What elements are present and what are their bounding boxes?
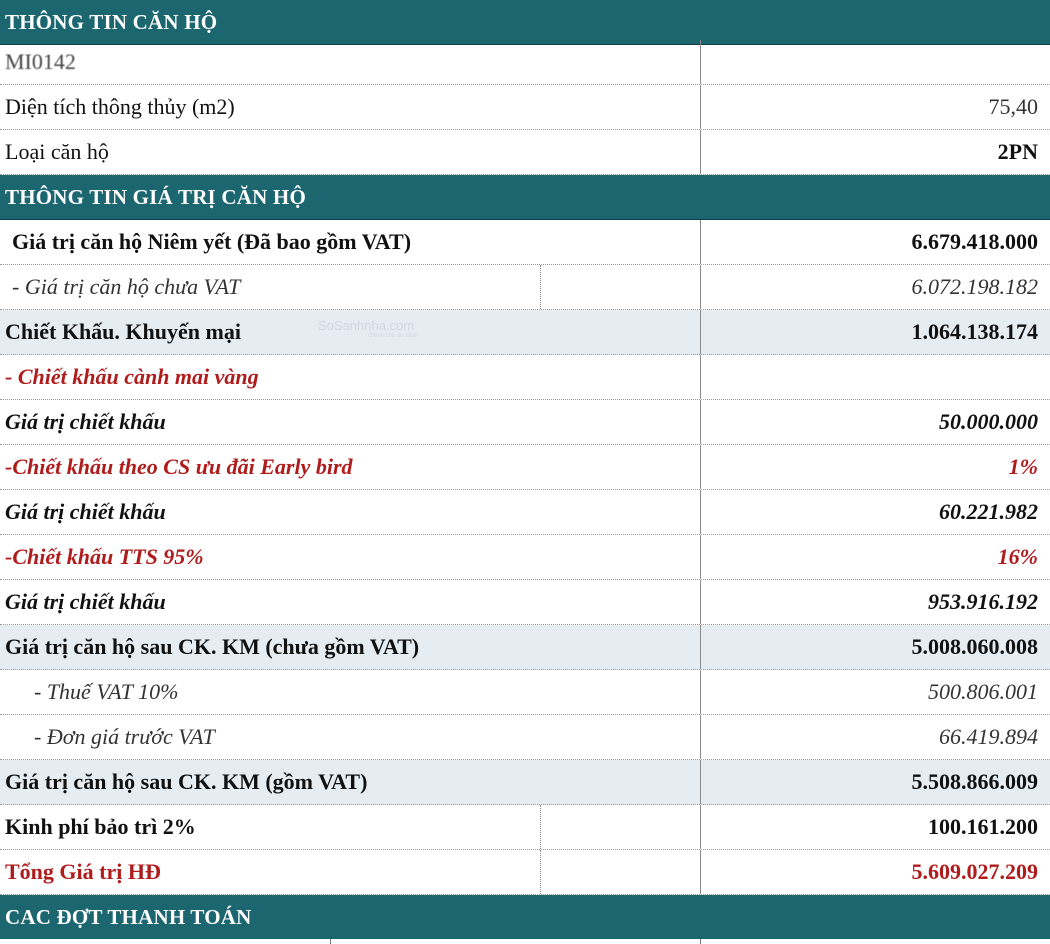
tts-pct: 16% (700, 535, 1050, 579)
section-header-value-info (0, 175, 1050, 220)
total-value: 5.609.027.209 (700, 850, 1050, 894)
after-km-incl-label: Giá trị căn hộ sau CK. KM (gồm VAT) (5, 769, 368, 794)
unit-price-value: 66.419.894 (700, 715, 1050, 759)
after-km-excl-value: 5.008.060.008 (700, 625, 1050, 669)
row-listed-price (0, 220, 1050, 265)
row-after-km-excl-vat (0, 625, 1050, 670)
apartment-code-label: MI0142 (5, 49, 76, 74)
row-tts-amount (0, 580, 1050, 625)
total-label: Tổng Giá trị HĐ (5, 859, 161, 884)
section-title: THÔNG TIN CĂN HỘ (5, 9, 218, 34)
area-label: Diện tích thông thủy (m2) (5, 94, 235, 119)
section-title: THÔNG TIN GIÁ TRỊ CĂN HỘ (5, 184, 306, 209)
row-canh-mai (0, 355, 1050, 400)
row-pre-vat (0, 265, 1050, 310)
row-apartment-type (0, 130, 1050, 175)
row-vat (0, 670, 1050, 715)
tts-amount: 953.916.192 (700, 580, 1050, 624)
row-after-km-incl-vat (0, 760, 1050, 805)
row-unit-price (0, 715, 1050, 760)
row-apartment-code (0, 40, 1050, 85)
listed-price-label: Giá trị căn hộ Niêm yết (Đã bao gồm VAT) (12, 229, 412, 254)
early-bird-label: -Chiết khấu theo CS ưu đãi Early bird (5, 454, 353, 479)
vat-value: 500.806.001 (700, 670, 1050, 714)
column-divider (330, 939, 331, 944)
after-km-excl-label: Giá trị căn hộ sau CK. KM (chưa gồm VAT) (5, 634, 420, 659)
type-value: 2PN (700, 130, 1050, 174)
maintenance-label: Kinh phí bảo trì 2% (5, 814, 196, 839)
table-continuation (0, 939, 1050, 944)
unit-price-label: - Đơn giá trước VAT (34, 724, 215, 749)
discount-value: 1.064.138.174 (700, 310, 1050, 354)
pre-vat-label: - Giá trị căn hộ chưa VAT (12, 274, 241, 299)
early-bird-amount: 60.221.982 (700, 490, 1050, 534)
discount-value-label: Giá trị chiết khấu (5, 499, 166, 524)
section-header-apartment-info (0, 0, 1050, 45)
row-early-bird-amount (0, 490, 1050, 535)
column-divider (700, 939, 701, 944)
discount-label: Chiết Khấu. Khuyến mại (5, 319, 241, 344)
tts-label: -Chiết khấu TTS 95% (5, 544, 204, 569)
apartment-code-value (700, 40, 1050, 84)
row-discount-total (0, 310, 1050, 355)
maintenance-value: 100.161.200 (700, 805, 1050, 849)
watermark-logo (318, 318, 418, 339)
canh-mai-amount: 50.000.000 (700, 400, 1050, 444)
row-canh-mai-amount (0, 400, 1050, 445)
canh-mai-label: - Chiết khấu cành mai vàng (5, 364, 259, 389)
after-km-incl-value: 5.508.866.009 (700, 760, 1050, 804)
area-value: 75,40 (700, 85, 1050, 129)
discount-value-label: Giá trị chiết khấu (5, 589, 166, 614)
vat-label: - Thuế VAT 10% (34, 679, 179, 704)
watermark-brand: SoSanhnha.com (318, 318, 415, 333)
column-divider (540, 850, 541, 894)
row-area (0, 85, 1050, 130)
column-divider (540, 805, 541, 849)
pre-vat-value: 6.072.198.182 (700, 265, 1050, 309)
row-tts (0, 535, 1050, 580)
type-label: Loại căn hộ (5, 139, 109, 164)
column-divider (540, 265, 541, 309)
canh-mai-empty (700, 355, 1050, 399)
row-early-bird (0, 445, 1050, 490)
section-header-payments (0, 895, 1050, 940)
discount-value-label: Giá trị chiết khấu (5, 409, 166, 434)
early-bird-pct: 1% (700, 445, 1050, 489)
section-title: CAC ĐỢT THANH TOÁN (5, 904, 252, 929)
row-total (0, 850, 1050, 895)
watermark-tagline: Chính chủ so sánh (368, 333, 419, 339)
row-maintenance (0, 805, 1050, 850)
listed-price-value: 6.679.418.000 (700, 220, 1050, 264)
